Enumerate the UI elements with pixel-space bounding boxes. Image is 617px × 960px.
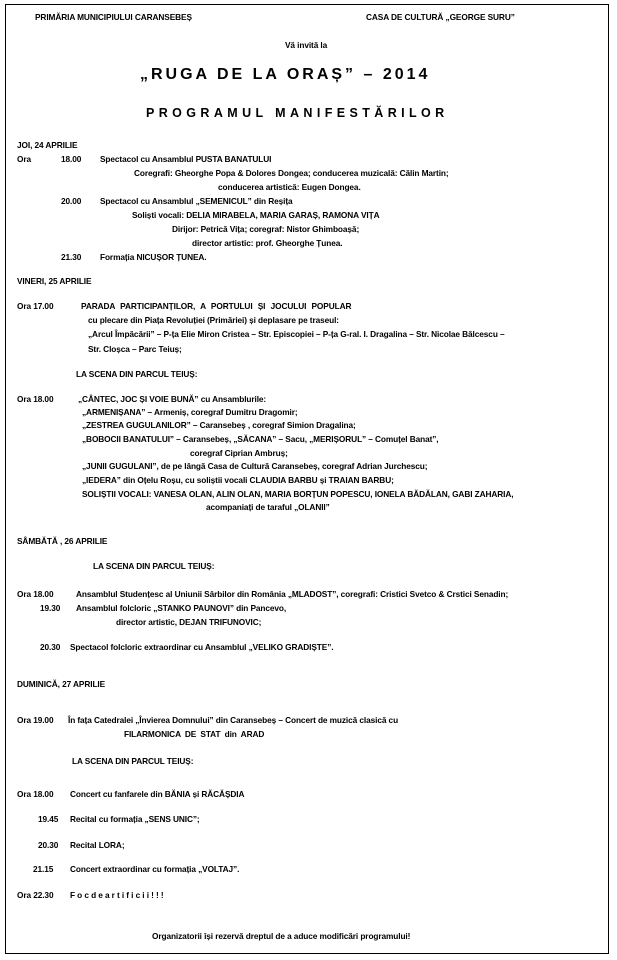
time-sun-1: Ora 19.00 (17, 715, 54, 725)
event-thu-1-artistic: conducerea artistică: Eugen Dongea. (218, 182, 361, 192)
ensemble-iedera: „IEDERA” din Oțelu Roșu, cu soliștii vocali CLAUDIA BARBU și TRAIAN BARBU; (82, 475, 394, 485)
scene-sun: LA SCENA DIN PARCUL TEIUȘ: (72, 756, 194, 766)
event-thu-2-soloists: Soliști vocali: DELIA MIRABELA, MARIA GARAȘ, RAMONA VIȚA (132, 210, 380, 220)
scene-fri: LA SCENA DIN PARCUL TEIUȘ: (76, 369, 198, 379)
event-title: „RUGA DE LA ORAȘ” – 2014 (140, 66, 431, 83)
time-sun-2: Ora 18.00 (17, 789, 54, 799)
time-fri-2: Ora 18.00 (17, 394, 54, 404)
ensemble-armenisana: „ARMENIȘANA” – Armeniș, coregraf Dumitru Dragomir; (82, 407, 298, 417)
event-sat-stanko-director: director artistic, DEJAN TRIFUNOVIC; (116, 617, 262, 627)
time-fri-1: Ora 17.00 (17, 301, 54, 311)
time-sun-5: 21.15 (33, 864, 54, 874)
day-saturday: SÂMBĂTĂ , 26 APRILIE (17, 536, 108, 546)
event-sun-voltaj: Concert extraordinar cu formația „VOLTAJ”. (70, 864, 240, 874)
event-thu-2-conductor: Dirijor: Petrică Vița; coregraf: Nistor Ghimboașă; (172, 224, 360, 234)
scene-sat: LA SCENA DIN PARCUL TEIUȘ: (93, 561, 215, 571)
ora-label: Ora (17, 154, 31, 164)
event-fri-show: „CÂNTEC, JOC ȘI VOIE BUNĂ” cu Ansamblurile: (78, 394, 267, 404)
event-sun-brass: Concert cu fanfarele din BĂNIA și RĂCĂȘDIA (70, 789, 245, 799)
day-thursday: JOI, 24 APRILIE (17, 140, 78, 150)
event-thu-2: Spectacol cu Ansamblul „SEMENICUL” din Reșița (100, 196, 293, 206)
time-thu-1: 18.00 (61, 154, 82, 164)
event-sun-fireworks: F o c d e a r t i f i c i i ! ! ! (70, 890, 164, 900)
time-sun-6: Ora 22.30 (17, 890, 54, 900)
ensemble-zestrea: „ZESTREA GUGULANILOR” – Caransebeș , coregraf Simion Dragalina; (82, 420, 356, 430)
event-sun-philharmonic: FILARMONICA DE STAT din ARAD (124, 729, 265, 739)
event-fri-parade-end: Str. Cloșca – Parc Teiuș; (88, 344, 182, 354)
event-sun-concert: În fața Catedralei „Învierea Domnului” din Caransebeș – Concert de muzică clasică cu (68, 715, 399, 725)
program-subtitle: PROGRAMUL MANIFESTĂRILOR (146, 106, 449, 120)
time-thu-2: 20.00 (61, 196, 82, 206)
event-fri-parade-route: „Arcul Împăcării” – P-ța Elie Miron Cristea – Str. Episcopiei – P-ța G-ral. I. Dragalina – Str. Nicolae Bălcescu – (88, 329, 505, 339)
time-sun-4: 20.30 (38, 840, 59, 850)
header-right: CASA DE CULTURĂ „GEORGE SURU” (366, 12, 515, 22)
day-sunday: DUMINICĂ, 27 APRILIE (17, 679, 106, 689)
event-fri-parade-start: cu plecare din Piața Revoluției (Primăriei) și deplasare pe traseul: (88, 315, 339, 325)
time-sat-3: 20.30 (40, 642, 61, 652)
event-thu-1-choreo: Coregrafi: Gheorghe Popa & Dolores Dongea; conducerea muzicală: Călin Martin; (134, 168, 449, 178)
header-left: PRIMĂRIA MUNICIPIULUI CARANSEBEȘ (35, 12, 192, 22)
event-thu-1: Spectacol cu Ansamblul PUSTA BANATULUI (100, 154, 272, 164)
event-sat-mladost: Ansamblul Studențesc al Uniunii Sârbilor din România „MLADOST”, coregrafi: Cristici Svetco & Crstici Senadin; (76, 589, 509, 599)
event-sat-veliko: Spectacol folcloric extraordinar cu Ansamblul „VELIKO GRADIȘTE”. (70, 642, 334, 652)
organizers-note: Organizatorii își rezervă dreptul de a aduce modificări programului! (152, 931, 411, 941)
invite-text: Vă invită la (285, 40, 328, 50)
event-thu-3: Formația NICUȘOR ȚUNEA. (100, 252, 207, 262)
event-sun-lora: Recital LORA; (70, 840, 125, 850)
event-fri-parade: PARADA PARTICIPANȚILOR, A PORTULUI ȘI JOCULUI POPULAR (81, 301, 352, 311)
vocal-soloists-band: acompaniați de taraful „OLANII” (206, 502, 330, 512)
event-thu-2-director: director artistic: prof. Gheorghe Țunea. (192, 238, 343, 248)
ensemble-bobocii: „BOBOCII BANATULUI” – Caransebeș, „SĂCANA” – Sacu, „MERIȘORUL” – Comuțel Banat”, (82, 434, 439, 444)
ensemble-junii: „JUNII GUGULANI”, de pe lângă Casa de Cultură Caransebeș, coregraf Adrian Jurchescu; (82, 461, 428, 471)
vocal-soloists: SOLIȘTII VOCALI: VANESA OLAN, ALIN OLAN, MARIA BORȚUN POPESCU, IONELA BĂDĂLAN, GABI ZAHARIA, (82, 489, 514, 499)
time-thu-3: 21.30 (61, 252, 82, 262)
time-sat-2: 19.30 (40, 603, 61, 613)
event-sat-stanko: Ansamblul folcloric „STANKO PAUNOVI” din Pancevo, (76, 603, 287, 613)
event-sun-sens-unic: Recital cu formația „SENS UNIC”; (70, 814, 200, 824)
time-sun-3: 19.45 (38, 814, 59, 824)
ensemble-bobocii-choreo: coregraf Ciprian Ambruș; (190, 448, 288, 458)
day-friday: VINERI, 25 APRILIE (17, 276, 92, 286)
time-sat-1: Ora 18.00 (17, 589, 54, 599)
